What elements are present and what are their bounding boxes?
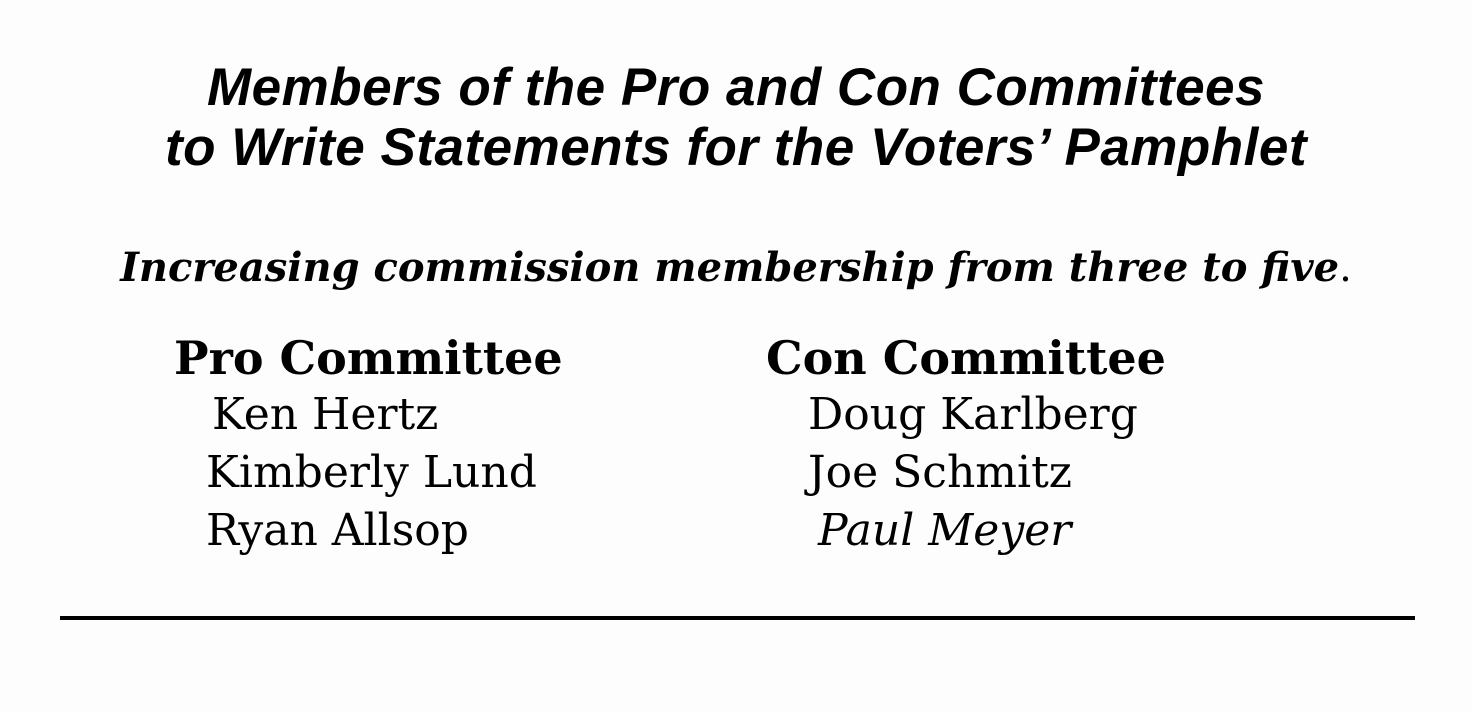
- title-line-1: Members of the Pro and Con Committees: [206, 58, 1266, 117]
- con-committee-column: [766, 330, 1166, 560]
- pro-member: Ken Hertz: [212, 389, 439, 440]
- pro-committee-column: [174, 330, 563, 560]
- document-title: [0, 58, 1472, 178]
- con-member: Doug Karlberg: [808, 389, 1138, 440]
- bottom-divider: [60, 616, 1415, 620]
- pro-member: Ryan Allsop: [206, 505, 469, 556]
- con-committee-heading: Con Committee: [766, 331, 1166, 385]
- subtitle-text: Increasing commission membership from three to five: [120, 244, 1340, 291]
- subtitle-period: .: [1339, 245, 1352, 291]
- pro-member: Kimberly Lund: [206, 447, 537, 498]
- measure-subtitle: [0, 240, 1472, 296]
- pro-committee-heading: Pro Committee: [174, 331, 563, 385]
- con-member: Paul Meyer: [818, 505, 1072, 556]
- con-member: Joe Schmitz: [808, 447, 1072, 498]
- title-line-2: to Write Statements for the Voters’ Pamphlet: [164, 118, 1308, 177]
